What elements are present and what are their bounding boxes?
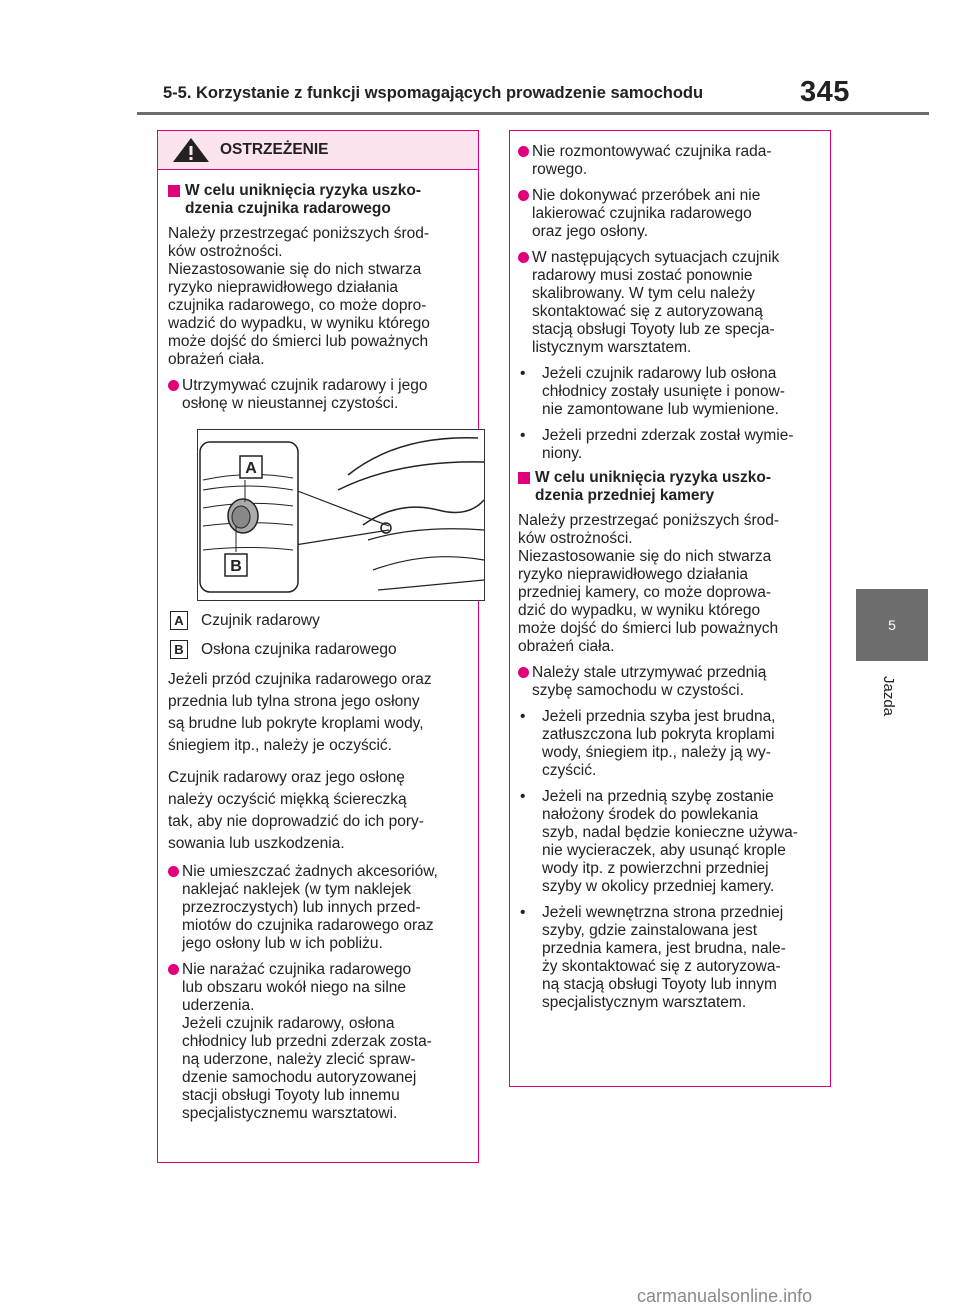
dash-bullet: •	[520, 708, 526, 725]
list-item	[168, 863, 470, 953]
figure-label-b: B	[230, 558, 242, 575]
section-title: 5-5. Korzystanie z funkcji wspomagających prowadzenie samochodu	[163, 84, 704, 102]
bullet-dot-icon	[518, 190, 529, 201]
square-bullet-icon	[168, 185, 180, 197]
list-item	[168, 377, 470, 413]
cleaning-note: Jeżeli przód czujnika radarowego oraz przednia lub tylna strona jego osłony są brudne lub pokryte kroplami wody, śniegiem itp., należy je oczyścić.	[168, 671, 432, 754]
dash-bullet: •	[520, 904, 526, 921]
section-heading-camera	[518, 469, 822, 505]
warning-triangle-icon	[172, 137, 210, 163]
page-number: 345	[800, 76, 850, 108]
list-item-text: Nie narażać czujnika radarowego lub obszaru wokół niego na silne uderzenia. Jeżeli czujnik radarowy, osłona chłodnicy lub przedni zderzak zosta- ną uderzone, należy zlecić spraw- dzenie samochodu autoryzowanej stacji obsługi Toyoty lub innemu specjalistycznemu warsztatowi.	[182, 961, 432, 1122]
section-heading-radar	[168, 182, 470, 218]
bullet-dot-icon	[168, 380, 179, 391]
list-item-text: Należy stale utrzymywać przednią szybę samochodu w czystości.	[532, 664, 767, 699]
sub-list-item-text: Jeżeli przednia szyba jest brudna, zatłuszczona lub pokryta kroplami wody, śniegiem itp., należy ją wy- czyścić.	[542, 708, 776, 779]
bullet-dot-icon	[168, 964, 179, 975]
sub-list-item	[518, 427, 822, 463]
warning-title: OSTRZEŻENIE	[220, 141, 329, 158]
warning-header	[158, 131, 478, 170]
chapter-label: Jazda	[880, 676, 897, 717]
sub-list-item	[518, 708, 822, 780]
warning-box-right	[509, 130, 831, 1087]
heading-text: W celu uniknięcia ryzyka uszko- dzenia czujnika radarowego	[185, 182, 422, 217]
sub-list-item-text: Jeżeli na przednią szybę zostanie nałożony środek do powlekania szyb, nadal będzie konieczne używa- nie wycieraczek, aby usunąć krople wody itp. z powierzchni przedniej szyby w okolicy przedniej kamery.	[542, 788, 798, 895]
legend-text: Czujnik radarowy	[201, 611, 320, 629]
sub-list-item	[518, 365, 822, 419]
bullet-dot-icon	[518, 667, 529, 678]
dash-bullet: •	[520, 427, 526, 444]
list-item-text: Nie rozmontowywać czujnika rada- rowego.	[532, 143, 772, 178]
heading-text: W celu uniknięcia ryzyka uszko- dzenia przedniej kamery	[535, 469, 772, 504]
dash-bullet: •	[520, 365, 526, 382]
legend-tag-a: A	[170, 611, 188, 630]
radar-sensor-illustration	[197, 429, 485, 601]
sub-list-item	[518, 904, 822, 1012]
square-bullet-icon	[518, 472, 530, 484]
list-item	[518, 187, 822, 241]
legend-tag-b: B	[170, 640, 188, 659]
dash-bullet: •	[520, 788, 526, 805]
sub-list-item-text: Jeżeli wewnętrzna strona przedniej szyby, gdzie zainstalowana jest przednia kamera, jest brudna, nale- ży skontaktować się z autoryzowa- ną stacją obsługi Toyoty lub innym specjalistycznym warsztatem.	[542, 904, 786, 1011]
legend-item-b	[170, 640, 470, 659]
list-item	[518, 664, 822, 700]
bullet-dot-icon	[168, 866, 179, 877]
sub-list-item-text: Jeżeli czujnik radarowy lub osłona chłodnicy zostały usunięte i ponow- nie zamontowane lub wymienione.	[542, 365, 785, 418]
list-item-text: W następujących sytuacjach czujnik radarowy musi zostać ponownie skalibrowany. W tym celu należy skontaktować się z autoryzowaną stacją obsługi Toyoty lub ze specja- listycznym warsztatem.	[532, 249, 780, 356]
bullet-dot-icon	[518, 146, 529, 157]
list-item	[518, 143, 822, 179]
intro-paragraph: Należy przestrzegać poniższych środ- ków ostrożności. Niezastosowanie się do nich stwarza ryzyko nieprawidłowego działania przedniej kamery, co może doprowa- dzić do wypadku, w wyniku którego może dojść do śmierci lub poważnych obrażeń ciała.	[518, 512, 780, 655]
legend-text: Osłona czujnika radarowego	[201, 640, 397, 658]
list-item-text: Nie umieszczać żadnych akcesoriów, naklejać naklejek (w tym naklejek przezroczystych) lub innych przed- miotów do czujnika radarowego oraz jego osłony lub w ich pobliżu.	[182, 863, 438, 952]
list-item	[168, 961, 470, 1123]
list-item	[518, 249, 822, 357]
figure-label-a: A	[245, 460, 257, 477]
car-front-drawing	[198, 430, 484, 600]
chapter-tab-number: 5	[888, 617, 896, 633]
bullet-dot-icon	[518, 252, 529, 263]
watermark: carmanualsonline.info	[637, 1286, 813, 1306]
list-item-text: Nie dokonywać przeróbek ani nie lakierować czujnika radarowego oraz jego osłony.	[532, 187, 761, 240]
chapter-tab[interactable]	[856, 589, 928, 661]
header-rule	[137, 112, 929, 115]
intro-paragraph: Należy przestrzegać poniższych środ- ków ostrożności. Niezastosowanie się do nich stwarza ryzyko nieprawidłowego działania czujnika radarowego, co może dopro- wadzić do wypadku, w wyniku którego może dojść do śmierci lub poważnych obrażeń ciała.	[168, 225, 430, 368]
sub-list-item	[518, 788, 822, 896]
cleaning-method-note: Czujnik radarowy oraz jego osłonę należy oczyścić miękką ściereczką tak, aby nie doprowadzić do ich pory- sowania lub uszkodzenia.	[168, 769, 424, 852]
list-item-text: Utrzymywać czujnik radarowy i jego osłonę w nieustannej czystości.	[182, 377, 428, 412]
warning-box-left	[157, 130, 479, 1163]
legend-item-a	[170, 611, 470, 630]
sub-list-item-text: Jeżeli przedni zderzak został wymie- niony.	[542, 427, 794, 462]
